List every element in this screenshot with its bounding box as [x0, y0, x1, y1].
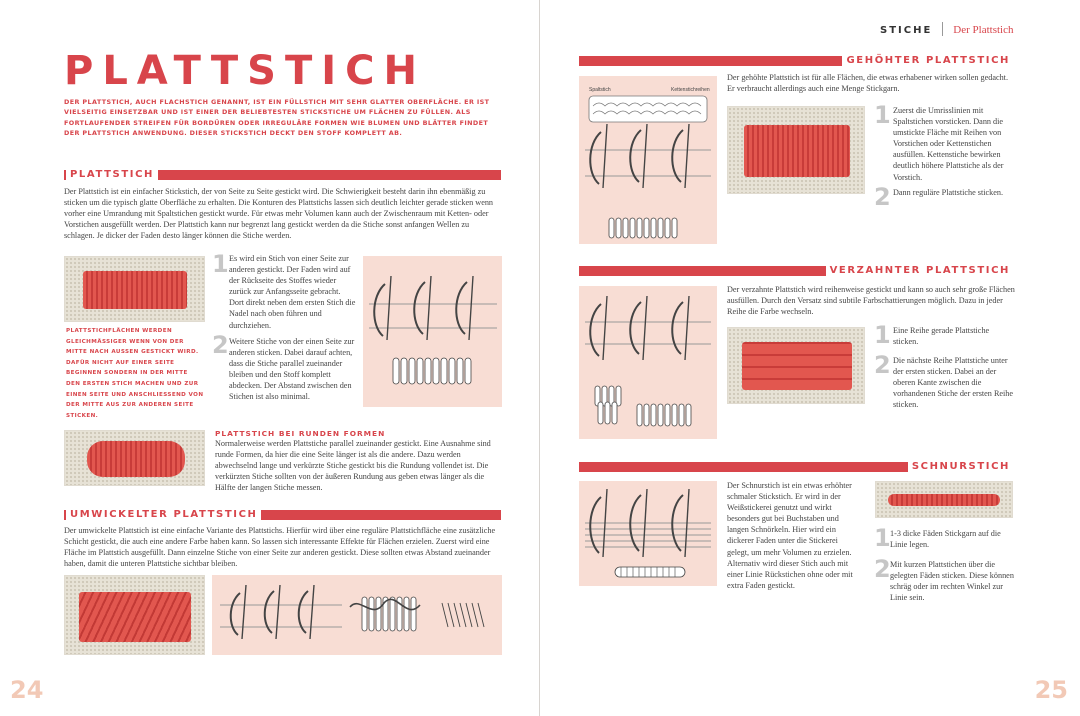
section-heading-verzahnter: VERZAHNTER PLATTSTICH	[826, 265, 1014, 277]
runden-body: Normalerweise werden Plattstiche parallel zueinander gestickt. Eine Ausnahme sind runde Formen, da hier die eine Seite länger ist als die andere. Dazu werden abwechselnd lange und verkürzte Stiche gestickt bis die Rundung vollendet ist. Die verkürzten Stiche sollten von der äußeren Rundung aus geben etwas länger als die Hälfte der langen Stiche messen.	[215, 439, 491, 493]
page-number-right: 25	[1034, 676, 1068, 704]
illustration-panel-umwickelt	[212, 575, 502, 655]
fabric-swatch-plattstich	[64, 256, 205, 322]
section-heading-schnurstich: SCHNURSTICH	[908, 461, 1014, 473]
page-number-left: 24	[10, 676, 44, 704]
section-heading-gehoehter: GEHÖHTER PLATTSTICH	[842, 55, 1014, 67]
header-subsection: Der Plattstich	[953, 24, 1014, 36]
runden-heading: PLATTSTICH BEI RUNDEN FORMEN	[215, 429, 386, 438]
gehoehter-body: Der gehöhte Plattstich ist für alle Flächen, die etwas erhabener wirken sollen gedacht. Er verbraucht allerdings auch eine Menge Stickgarn.	[727, 73, 1009, 94]
needle-illustration	[363, 256, 502, 407]
plattstich-caption: PLATTSTICHFLÄCHEN WERDEN GLEICHMÄSSIGER WENN VON DER MITTE NACH AUSSEN GESTICKT WIRD. DAFÜR NICHT AUF EINER SEITE BEGINNEN SONDERN IN DER MITTE DEN ERSTEN STICH MACHEN UND ZUR EINEN SEITE UND ANSCHLIESSEND VON DER MITTE AUS ZUR ANDEREN SEITE STICKEN.	[66, 328, 204, 419]
umwickelt-body: Der umwickelte Plattstich ist eine einfache Variante des Plattstichs. Hierfür wird über eine reguläre Plattstichfläche eine zusätzliche Schicht gestickt, die auch eine andere Farbe haben kann. So lassen sich interessante Effekte für Flächen erzielen. Zuerst wird eine Fläche im Plattstich ausgefüllt. Dann einzelne Stiche von einer Seite zur anderen gestickt. Diese sollten etwas Abstand zueinander haben, damit die unteren Plattstiche sichtbar bleiben.	[64, 526, 496, 569]
section-heading-plattstich: PLATTSTICH	[66, 169, 158, 181]
step-number-2: 2	[874, 183, 891, 211]
fabric-swatch-schnurstich	[875, 481, 1013, 518]
illustration-panel-plattstich	[363, 256, 502, 407]
schnurstich-step2: Mit kurzen Plattstichen über die gelegten Fäden sticken. Diese können schräg oder im rechten Winkel zur Linie sein.	[890, 560, 1014, 603]
step-number-1: 1	[874, 524, 891, 552]
thread-fill	[744, 125, 850, 177]
label-kettenstich: Kettenstichreihen	[671, 87, 710, 93]
gehoehter-step2: Dann reguläre Plattstiche sticken.	[893, 188, 1004, 197]
running-header	[880, 20, 1013, 38]
intro-text: DER PLATTSTICH, AUCH FLACHSTICH GENANNT, IST EIN FÜLLSTICH MIT SEHR GLATTER OBERFLÄCHE. ER IST VIELSEITIG EINSETZBAR UND IST EINER DER BELIEBTESTEN STICKSTICHE UM FLÄCHEN ZU FÜLLEN. ALS FORTLAUFENDER STREIFEN FÜR BORDÜREN ODER IRREGULÄRE FORMEN WIE BLUMEN UND BLÄTTER FINDET DER PLATTSTICH ANWENDUNG. DIESER STICKSTICH DECKT DEN STOFF KOMPLETT AB.	[64, 98, 490, 138]
illustration-panel-gehoehter	[579, 76, 717, 244]
fabric-swatch-runden	[64, 430, 205, 486]
needle-illustration	[579, 481, 717, 586]
verzahnter-body: Der verzahnte Plattstich wird reihenweise gestickt und kann so auch sehr große Flächen ausfüllen. Durch den Versatz sind subtile Farbschattierungen möglich. Dazu in jeder Reihe die Farbe wechseln.	[727, 285, 1015, 317]
step-number-2: 2	[212, 331, 229, 359]
thread-fill	[79, 592, 191, 642]
verzahnter-step2: Die nächste Reihe Plattstiche unter der ersten sticken. Dabei an der oberen Kante zwischen die vorhandenen Stiche der ersten Reihe sticken.	[893, 356, 1014, 410]
step-number-1: 1	[212, 250, 229, 278]
thread-fill	[83, 271, 187, 309]
plattstich-step2: Weitere Stiche von der einen Seite zur anderen sticken. Dabei darauf achten, dass die Stiche parallel zueinander bleiben und den Stoff komplett abdecken. Der Abstand zwischen den Stichen ist also minimal.	[229, 337, 355, 402]
illustration-panel-verzahnter	[579, 286, 717, 439]
step-number-1: 1	[874, 321, 891, 349]
header-divider	[942, 22, 943, 36]
verzahnter-step1: Eine Reihe gerade Plattstiche sticken.	[893, 326, 990, 347]
right-page	[540, 0, 1080, 716]
needle-illustration	[579, 76, 717, 244]
fabric-swatch-verzahnter	[727, 327, 865, 404]
illustration-panel-schnurstich	[579, 481, 717, 586]
plattstich-body: Der Plattstich ist ein einfacher Stickstich, der von Seite zu Seite gestickt wird. Die Schwierigkeit besteht darin ihn ebenmäßig zu sticken um die typisch glatte Oberfläche zu erhalten. Die Konturen des Plattstichs lassen sich deutlich leichter gerade sticken wenn vorher eine Umrandung mit Spaltstichen gestickt wurde. Für etwas mehr Volumen kann auch der Zwischenraum mit Ketten- oder Vorstichen ausgefüllt werden. Der Plattstich kann nur begrenzt lang gestickt werden da die Stiche sonst anfangen Wellen zu schlagen. Je dicker der Faden desto länger können die Stiche werden.	[64, 187, 494, 241]
label-spaltstich: Spaltstich	[589, 87, 611, 93]
fabric-swatch-gehoehter	[727, 106, 865, 194]
fabric-swatch-umwickelt	[64, 575, 205, 655]
step-number-2: 2	[874, 351, 891, 379]
plattstich-step1: Es wird ein Stich von einer Seite zur anderen gestickt. Der Faden wird auf der Rückseite des Stoffes wieder zurück zur Anfangsseite gebracht. Dort direkt neben dem ersten Stich die Nadel nach oben führen und durchziehen.	[229, 254, 356, 330]
step-number-1: 1	[874, 101, 891, 129]
step-number-2: 2	[874, 555, 891, 583]
gehoehter-step1: Zuerst die Umrisslinien mit Spaltstichen vorsticken. Dann die umstickte Fläche mit Reihen von Vorstichen oder Kettenstichen ausfüllen. Kettenstiche bewirken deutlich höhere Plattstiche als der Vorstich.	[893, 106, 1004, 182]
schnurstich-step1: 1-3 dicke Fäden Stickgarn auf die Linie legen.	[890, 529, 1001, 550]
thread-fill	[742, 342, 852, 390]
thread-fill	[87, 441, 185, 477]
thread-fill	[888, 494, 1000, 506]
header-section: STICHE	[880, 25, 933, 36]
schnurstich-body: Der Schnurstich ist ein etwas erhöhter schmaler Stickstich. Er wird in der Weißstickerei genutzt und wirkt besonders gut bei Buchstaben und langen Schnörkeln. Hier wird ein dickerer Faden unter die Stickerei gelegt, um mehr Volumen zu erzielen. Alternativ wird dieser Stich auch mit einer Linie Rückstichen ohne oder mit extra Faden gestickt.	[727, 481, 853, 590]
section-heading-umwickelt: UMWICKELTER PLATTSTICH	[66, 509, 261, 521]
page-title: PLATTSTICH	[64, 48, 426, 94]
needle-illustration	[579, 286, 717, 439]
needle-illustration	[212, 575, 502, 655]
